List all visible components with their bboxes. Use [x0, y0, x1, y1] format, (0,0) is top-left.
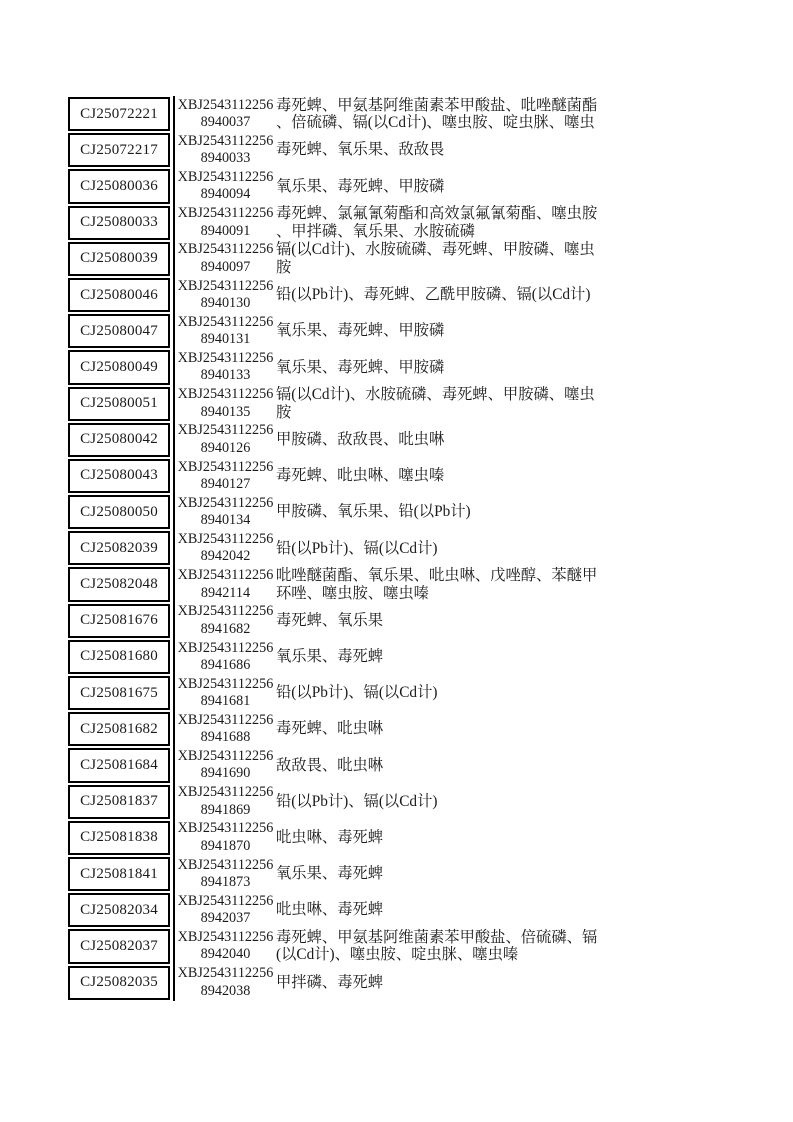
detected-items-cell — [276, 205, 691, 241]
sample-id-text: CJ25082037 — [80, 937, 158, 954]
report-code-line: 8940091 — [200, 222, 251, 239]
sample-id-text: CJ25080047 — [80, 322, 158, 339]
report-code-line: 8940133 — [200, 367, 251, 384]
sample-id-cell — [68, 640, 170, 674]
table-row — [68, 820, 758, 856]
detected-items-cell — [276, 168, 691, 204]
report-code-cell — [176, 928, 275, 964]
report-code-line: XBJ2543112256 — [177, 675, 274, 692]
table-rows-container — [68, 96, 758, 1001]
sample-id-cell — [68, 314, 170, 348]
detected-items-line: 铅(以Pb计)、镉(以Cd计) — [276, 792, 438, 810]
report-code-line: XBJ2543112256 — [177, 458, 274, 475]
detected-items-line: 毒死蜱、甲氨基阿维菌素苯甲酸盐、吡唑醚菌酯 — [276, 96, 598, 114]
detected-items-line: 吡唑醚菌酯、氧乐果、吡虫啉、戊唑醇、苯醚甲 — [276, 566, 598, 584]
table-row — [68, 313, 758, 349]
table-row — [68, 639, 758, 675]
report-code-cell — [176, 530, 275, 566]
sample-id-cell — [68, 97, 170, 131]
detected-items-cell — [276, 458, 691, 494]
sample-id-cell — [68, 531, 170, 565]
detected-items-cell — [276, 349, 691, 385]
report-code-line: 8941870 — [200, 837, 251, 854]
detected-items-line: 氧乐果、毒死蜱 — [276, 648, 384, 666]
table-row — [68, 892, 758, 928]
report-code-line: XBJ2543112256 — [177, 277, 274, 294]
table-row — [68, 928, 758, 964]
sample-id-cell — [68, 387, 170, 421]
report-code-cell — [176, 747, 275, 783]
detected-items-line: 吡虫啉、毒死蜱 — [276, 901, 384, 919]
detected-items-line: 氧乐果、毒死蜱、甲胺磷 — [276, 358, 445, 376]
report-code-line: 8941869 — [200, 801, 251, 818]
sample-id-cell — [68, 676, 170, 710]
table-row — [68, 856, 758, 892]
sample-id-text: CJ25081684 — [80, 756, 158, 773]
detected-items-line: 毒死蜱、氧乐果、敌敌畏 — [276, 141, 445, 159]
sample-id-cell — [68, 966, 170, 1000]
report-code-line: 8941681 — [200, 693, 251, 710]
sample-id-cell — [68, 857, 170, 891]
report-code-line: 8941690 — [200, 765, 251, 782]
table-row — [68, 349, 758, 385]
report-code-line: 8942042 — [200, 548, 251, 565]
report-code-line: XBJ2543112256 — [177, 603, 274, 620]
report-code-line: 8940094 — [200, 186, 251, 203]
report-code-line: 8940097 — [200, 258, 251, 275]
table-row — [68, 711, 758, 747]
report-code-cell — [176, 639, 275, 675]
detected-items-cell — [276, 675, 691, 711]
detected-items-line: 环唑、噻虫胺、噻虫嗪 — [276, 584, 429, 602]
report-code-cell — [176, 856, 275, 892]
report-code-cell — [176, 241, 275, 277]
report-code-line: XBJ2543112256 — [177, 350, 274, 366]
sample-id-text: CJ25080043 — [80, 467, 158, 484]
detected-items-cell — [276, 856, 691, 892]
report-code-line: XBJ2543112256 — [177, 965, 274, 982]
sample-id-text: CJ25081675 — [80, 684, 158, 701]
sample-id-text: CJ25080042 — [80, 431, 158, 448]
report-code-line: XBJ2543112256 — [177, 313, 274, 330]
detected-items-line: 吡虫啉、毒死蜱 — [276, 829, 384, 847]
report-code-line: XBJ2543112256 — [177, 639, 274, 656]
sample-id-text: CJ25082048 — [80, 576, 158, 593]
detected-items-line: 甲胺磷、氧乐果、铅(以Pb计) — [276, 503, 471, 521]
table-row — [68, 603, 758, 639]
sample-id-text: CJ25080046 — [80, 286, 158, 303]
detected-items-line: 甲拌磷、毒死蜱 — [276, 973, 384, 991]
report-code-cell — [176, 784, 275, 820]
report-code-line: XBJ2543112256 — [177, 892, 274, 909]
report-code-cell — [176, 349, 275, 385]
sample-id-cell — [68, 350, 170, 384]
detected-items-line: 甲胺磷、敌敌畏、吡虫啉 — [276, 430, 445, 448]
report-code-line: 8941682 — [200, 620, 251, 637]
sample-id-cell — [68, 133, 170, 167]
detected-items-cell — [276, 892, 691, 928]
report-code-line: XBJ2543112256 — [177, 96, 274, 113]
sample-id-text: CJ25072221 — [80, 105, 158, 122]
sample-id-cell — [68, 712, 170, 746]
table-row — [68, 241, 758, 277]
sample-id-text: CJ25081680 — [80, 648, 158, 665]
detected-items-line: 胺 — [276, 258, 292, 276]
sample-id-text: CJ25082035 — [80, 974, 158, 991]
sample-id-cell — [68, 604, 170, 638]
detected-items-line: 胺 — [276, 403, 292, 421]
report-code-line: XBJ2543112256 — [177, 856, 274, 873]
sample-id-cell — [68, 893, 170, 927]
detected-items-cell — [276, 603, 691, 639]
report-code-line: XBJ2543112256 — [177, 929, 274, 945]
report-code-cell — [176, 313, 275, 349]
report-code-line: XBJ2543112256 — [177, 784, 274, 801]
report-code-cell — [176, 675, 275, 711]
report-code-line: XBJ2543112256 — [177, 386, 274, 403]
report-code-line: 8942114 — [200, 584, 251, 601]
detected-items-line: 毒死蜱、氯氟氰菊酯和高效氯氟氰菊酯、噻虫胺 — [276, 205, 598, 223]
report-code-cell — [176, 386, 275, 422]
detected-items-line: 毒死蜱、吡虫啉、噻虫嗪 — [276, 467, 445, 485]
detected-items-cell — [276, 784, 691, 820]
table-row — [68, 96, 758, 132]
report-code-line: XBJ2543112256 — [177, 205, 274, 222]
report-code-line: 8940130 — [200, 295, 251, 312]
report-code-line: XBJ2543112256 — [177, 711, 274, 728]
report-code-line: XBJ2543112256 — [177, 494, 274, 511]
report-code-line: 8940033 — [200, 150, 251, 167]
table-row — [68, 132, 758, 168]
detected-items-cell — [276, 530, 691, 566]
report-code-line: XBJ2543112256 — [177, 132, 274, 149]
report-code-line: XBJ2543112256 — [177, 422, 274, 439]
detected-items-cell — [276, 386, 691, 422]
table-row — [68, 494, 758, 530]
sample-id-cell — [68, 495, 170, 529]
report-code-cell — [176, 965, 275, 1001]
table-row — [68, 386, 758, 422]
detected-items-line: (以Cd计)、噻虫胺、啶虫脒、噻虫嗪 — [276, 946, 519, 964]
detected-items-cell — [276, 928, 691, 964]
report-code-line: 8940135 — [200, 403, 251, 420]
report-code-line: 8941873 — [200, 874, 251, 891]
table-row — [68, 784, 758, 820]
sample-id-cell — [68, 748, 170, 782]
report-code-line: 8941688 — [200, 729, 251, 746]
detected-items-line: 敌敌畏、吡虫啉 — [276, 756, 384, 774]
report-code-cell — [176, 205, 275, 241]
table-row — [68, 530, 758, 566]
sample-results-table — [68, 96, 758, 1001]
sample-id-cell — [68, 821, 170, 855]
detected-items-cell — [276, 566, 691, 602]
report-code-cell — [176, 458, 275, 494]
sample-id-text: CJ25081676 — [80, 612, 158, 629]
report-code-cell — [176, 132, 275, 168]
detected-items-cell — [276, 820, 691, 856]
sample-id-cell — [68, 242, 170, 276]
detected-items-cell — [276, 241, 691, 277]
sample-id-text: CJ25081838 — [80, 829, 158, 846]
detected-items-line: 氧乐果、毒死蜱、甲胺磷 — [276, 177, 445, 195]
table-row — [68, 277, 758, 313]
table-row — [68, 205, 758, 241]
report-code-line: XBJ2543112256 — [177, 748, 274, 765]
sample-id-text: CJ25080049 — [80, 358, 158, 375]
detected-items-line: 毒死蜱、氧乐果 — [276, 611, 384, 629]
report-code-line: 8940037 — [200, 114, 251, 131]
detected-items-line: 镉(以Cd计)、水胺硫磷、毒死蜱、甲胺磷、噻虫 — [276, 241, 595, 259]
report-code-cell — [176, 820, 275, 856]
sample-id-text: CJ25081837 — [80, 793, 158, 810]
report-code-line: XBJ2543112256 — [177, 820, 274, 837]
sample-id-text: CJ25082039 — [80, 539, 158, 556]
sample-id-text: CJ25081682 — [80, 720, 158, 737]
report-code-line: 8940126 — [200, 439, 251, 456]
report-code-line: XBJ2543112256 — [177, 530, 274, 547]
detected-items-line: 铅(以Pb计)、毒死蜱、乙酰甲胺磷、镉(以Cd计) — [276, 286, 591, 304]
detected-items-line: 铅(以Pb计)、镉(以Cd计) — [276, 684, 438, 702]
detected-items-line: 镉(以Cd计)、水胺硫磷、毒死蜱、甲胺磷、噻虫 — [276, 386, 595, 403]
sample-id-cell — [68, 785, 170, 819]
table-row — [68, 675, 758, 711]
report-code-cell — [176, 422, 275, 458]
detected-items-cell — [276, 747, 691, 783]
sample-id-cell — [68, 169, 170, 203]
sample-id-cell — [68, 567, 170, 601]
sample-id-cell — [68, 459, 170, 493]
sample-id-cell — [68, 206, 170, 240]
detected-items-cell — [276, 132, 691, 168]
table-row — [68, 566, 758, 602]
detected-items-line: 毒死蜱、吡虫啉 — [276, 720, 384, 738]
report-code-cell — [176, 566, 275, 602]
detected-items-cell — [276, 965, 691, 1001]
report-code-cell — [176, 168, 275, 204]
table-row — [68, 965, 758, 1001]
sample-id-text: CJ25081841 — [80, 865, 158, 882]
report-code-line: XBJ2543112256 — [177, 567, 274, 584]
detected-items-line: 、甲拌磷、氧乐果、水胺硫磷 — [276, 222, 475, 240]
detected-items-cell — [276, 639, 691, 675]
report-code-line: 8940127 — [200, 475, 251, 492]
report-code-cell — [176, 96, 275, 132]
report-code-cell — [176, 892, 275, 928]
detected-items-cell — [276, 96, 691, 132]
detected-items-cell — [276, 313, 691, 349]
report-code-line: 8942038 — [200, 982, 251, 999]
report-code-cell — [176, 711, 275, 747]
report-code-line: XBJ2543112256 — [177, 241, 274, 258]
detected-items-cell — [276, 494, 691, 530]
table-row — [68, 458, 758, 494]
table-row — [68, 422, 758, 458]
report-code-cell — [176, 277, 275, 313]
report-code-line: 8942037 — [200, 910, 251, 927]
sample-id-cell — [68, 423, 170, 457]
detected-items-cell — [276, 277, 691, 313]
report-code-line: 8942040 — [200, 946, 251, 963]
report-code-line: XBJ2543112256 — [177, 169, 274, 186]
sample-id-text: CJ25080036 — [80, 177, 158, 194]
detected-items-line: 氧乐果、毒死蜱 — [276, 865, 384, 883]
detected-items-cell — [276, 711, 691, 747]
sample-id-text: CJ25080051 — [80, 395, 158, 412]
sample-id-cell — [68, 278, 170, 312]
sample-id-text: CJ25080033 — [80, 214, 158, 231]
detected-items-cell — [276, 422, 691, 458]
report-code-line: 8941686 — [200, 656, 251, 673]
detected-items-line: 毒死蜱、甲氨基阿维菌素苯甲酸盐、倍硫磷、镉 — [276, 928, 598, 946]
sample-id-text: CJ25080039 — [80, 250, 158, 267]
sample-id-text: CJ25072217 — [80, 141, 158, 158]
sample-id-text: CJ25080050 — [80, 503, 158, 520]
report-code-line: 8940131 — [200, 331, 251, 348]
report-code-cell — [176, 494, 275, 530]
table-row — [68, 168, 758, 204]
detected-items-line: 氧乐果、毒死蜱、甲胺磷 — [276, 322, 445, 340]
sample-id-cell — [68, 929, 170, 963]
sample-id-text: CJ25082034 — [80, 901, 158, 918]
detected-items-line: 铅(以Pb计)、镉(以Cd计) — [276, 539, 438, 557]
detected-items-line: 、倍硫磷、镉(以Cd计)、噻虫胺、啶虫脒、噻虫 — [276, 114, 595, 132]
report-code-line: 8940134 — [200, 512, 251, 529]
table-row — [68, 747, 758, 783]
report-code-cell — [176, 603, 275, 639]
